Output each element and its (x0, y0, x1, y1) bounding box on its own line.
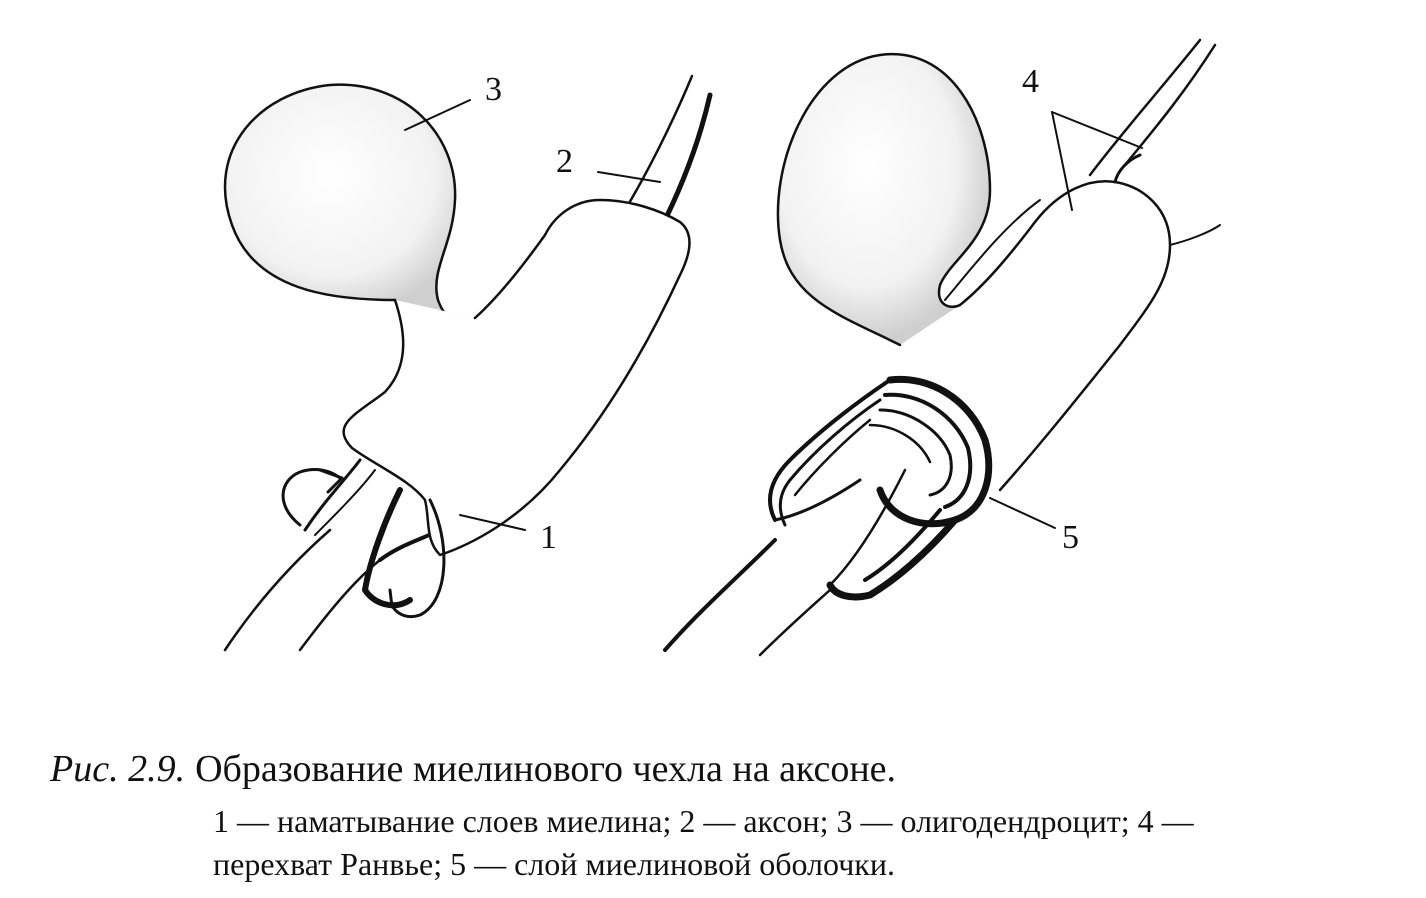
right-cell-body (778, 54, 990, 345)
left-oligodendrocyte (225, 85, 689, 606)
right-myelin-sheath (770, 379, 989, 597)
right-node-of-ranvier (1115, 155, 1140, 182)
right-upper-segment (960, 181, 1170, 490)
label-4: 4 (1022, 63, 1039, 100)
right-axon-upper (1090, 40, 1215, 175)
label-5: 5 (1062, 519, 1079, 556)
caption-legend (213, 800, 1373, 886)
caption-prefix: Рис. 2.9. (50, 748, 186, 790)
caption-legend-line: перехват Ранвье; 5 — слой миелиновой оболочки. (213, 846, 895, 882)
caption-legend-line: 1 — наматывание слоев миелина; 2 — аксон; 3 — олигодендроцит; 4 — (213, 803, 1194, 839)
right-panel (665, 40, 1220, 655)
label-3: 3 (485, 71, 502, 108)
label-2: 2 (556, 143, 573, 180)
right-axon-lower (665, 470, 905, 655)
left-cell-body (225, 85, 475, 324)
label-1: 1 (540, 519, 557, 556)
left-panel (225, 76, 710, 650)
figure-caption (50, 745, 896, 793)
caption-title: Образование миелинового чехла на аксоне. (195, 748, 897, 790)
